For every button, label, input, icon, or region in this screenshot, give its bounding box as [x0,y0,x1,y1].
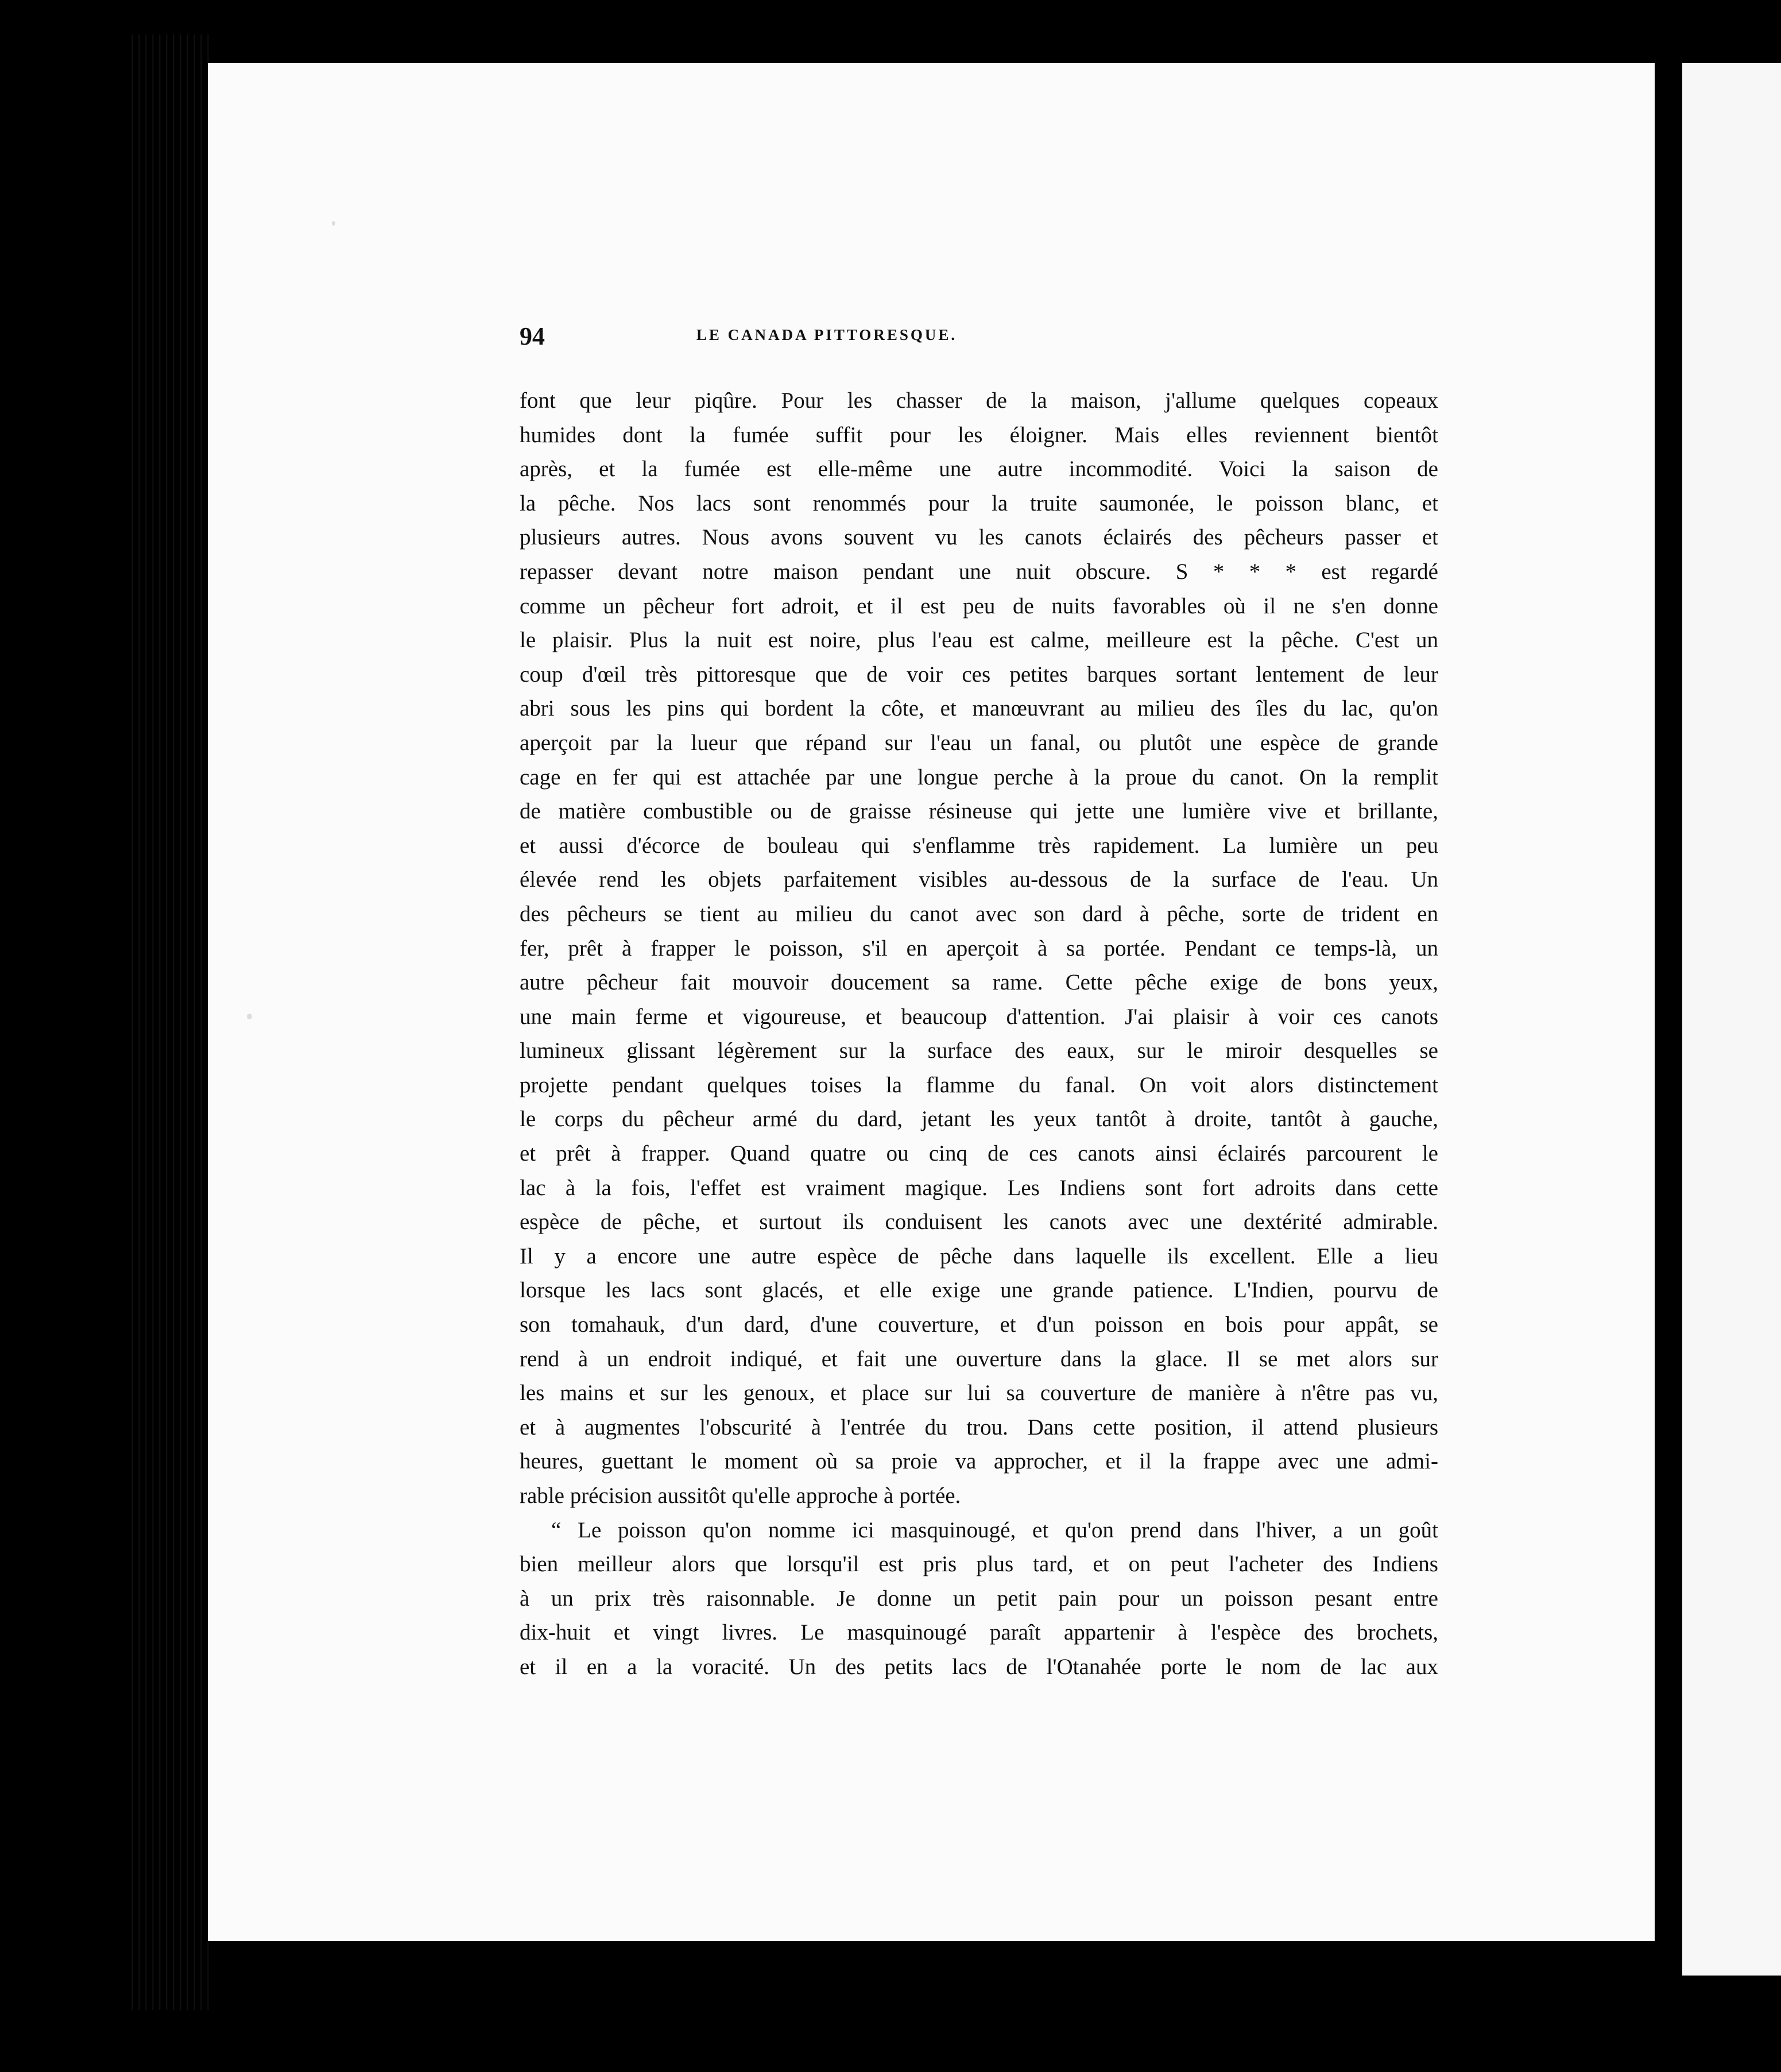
text-line: une main ferme et vigoureuse, et beaucoup d'attention. J'ai plaisir à voir ces canots [520,1004,1438,1029]
facing-page-edge [1682,63,1781,1976]
text-line: et à augmentes l'obscurité à l'entrée du trou. Dans cette position, il attend plusieurs [520,1414,1438,1440]
book-binding-edge [126,34,212,2010]
text-line: heures, guettant le moment où sa proie va approcher, et il la frappe avec une admi- [520,1449,1438,1474]
text-line: des pêcheurs se tient au milieu du canot avec son dard à pêche, sorte de trident en [520,901,1438,926]
text-line: projette pendant quelques toises la flamme du fanal. On voit alors distinctement [520,1072,1438,1097]
text-line: rable précision aussitôt qu'elle approche à portée. [520,1483,961,1508]
page-header [520,322,1117,356]
text-line: lac à la fois, l'effet est vraiment magique. Les Indiens sont fort adroits dans cette [520,1175,1438,1200]
page-number: 94 [520,322,545,350]
text-line: fer, prêt à frapper le poisson, s'il en aperçoit à sa portée. Pendant ce temps-là, un [520,936,1438,961]
paragraph-2 [520,1513,1438,1684]
text-line: lumineux glissant légèrement sur la surface des eaux, sur le miroir desquelles se [520,1038,1438,1064]
paragraph-1 [520,384,1438,1513]
text-line: son tomahauk, d'un dard, d'une couverture, et d'un poisson en bois pour appât, se [520,1312,1438,1337]
running-title: LE CANADA PITTORESQUE. [696,326,958,343]
text-line: repasser devant notre maison pendant une nuit obscure. S * * * est regardé [520,559,1438,584]
body-text [520,384,1438,1684]
text-line: élevée rend les objets parfaitement visibles au-dessous de la surface de l'eau. Un [520,867,1438,892]
text-line: lorsque les lacs sont glacés, et elle exige une grande patience. L'Indien, pourvu de [520,1278,1438,1303]
text-line: humides dont la fumée suffit pour les éloigner. Mais elles reviennent bientôt [520,422,1438,447]
text-line: cage en fer qui est attachée par une longue perche à la proue du canot. On la remplit [520,764,1438,790]
text-line: rend à un endroit indiqué, et fait une ouverture dans la glace. Il se met alors sur [520,1346,1438,1371]
text-line: “ Le poisson qu'on nomme ici masquinougé, et qu'on prend dans l'hiver, a un goût [551,1517,1438,1543]
text-line: à un prix très raisonnable. Je donne un petit pain pour un poisson pesant entre [520,1586,1438,1611]
margin-speck [332,221,335,226]
text-line: la pêche. Nos lacs sont renommés pour la truite saumonée, le poisson blanc, et [520,490,1438,516]
text-line: plusieurs autres. Nous avons souvent vu les canots éclairés des pêcheurs passer et [520,525,1438,550]
text-line: aperçoit par la lueur que répand sur l'eau un fanal, ou plutôt une espèce de grande [520,730,1438,755]
text-line: coup d'œil très pittoresque que de voir ces petites barques sortant lentement de leur [520,662,1438,687]
text-line: et prêt à frapper. Quand quatre ou cinq de ces canots ainsi éclairés parcourent le [520,1141,1438,1166]
text-line: abri sous les pins qui bordent la côte, et manœuvrant au milieu des îles du lac, qu'on [520,696,1438,721]
text-line: et aussi d'écorce de bouleau qui s'enflamme très rapidement. La lumière un peu [520,833,1438,858]
text-line: de matière combustible ou de graisse résineuse qui jette une lumière vive et brillante, [520,799,1438,824]
text-line: font que leur piqûre. Pour les chasser de la maison, j'allume quelques copeaux [520,388,1438,413]
text-line: comme un pêcheur fort adroit, et il est peu de nuits favorables où il ne s'en donne [520,593,1438,618]
margin-speck [247,1014,252,1019]
text-line: le plaisir. Plus la nuit est noire, plus l'eau est calme, meilleure est la pêche. C'est un [520,628,1438,653]
text-line: après, et la fumée est elle-même une autre incommodité. Voici la saison de [520,457,1438,482]
text-line: dix-huit et vingt livres. Le masquinougé paraît appartenir à l'espèce des brochets, [520,1620,1438,1645]
text-line: autre pêcheur fait mouvoir doucement sa rame. Cette pêche exige de bons yeux, [520,970,1438,995]
text-line: les mains et sur les genoux, et place sur lui sa couverture de manière à n'être pas vu, [520,1381,1438,1406]
text-line: Il y a encore une autre espèce de pêche dans laquelle ils excellent. Elle a lieu [520,1243,1438,1269]
text-line: espèce de pêche, et surtout ils conduisent les canots avec une dextérité admirable. [520,1209,1438,1235]
text-line: le corps du pêcheur armé du dard, jetant les yeux tantôt à droite, tantôt à gauche, [520,1107,1438,1132]
text-line: et il en a la voracité. Un des petits lacs de l'Otanahée porte le nom de lac aux [520,1654,1438,1679]
text-line: bien meilleur alors que lorsqu'il est pris plus tard, et on peut l'acheter des Indiens [520,1552,1438,1577]
